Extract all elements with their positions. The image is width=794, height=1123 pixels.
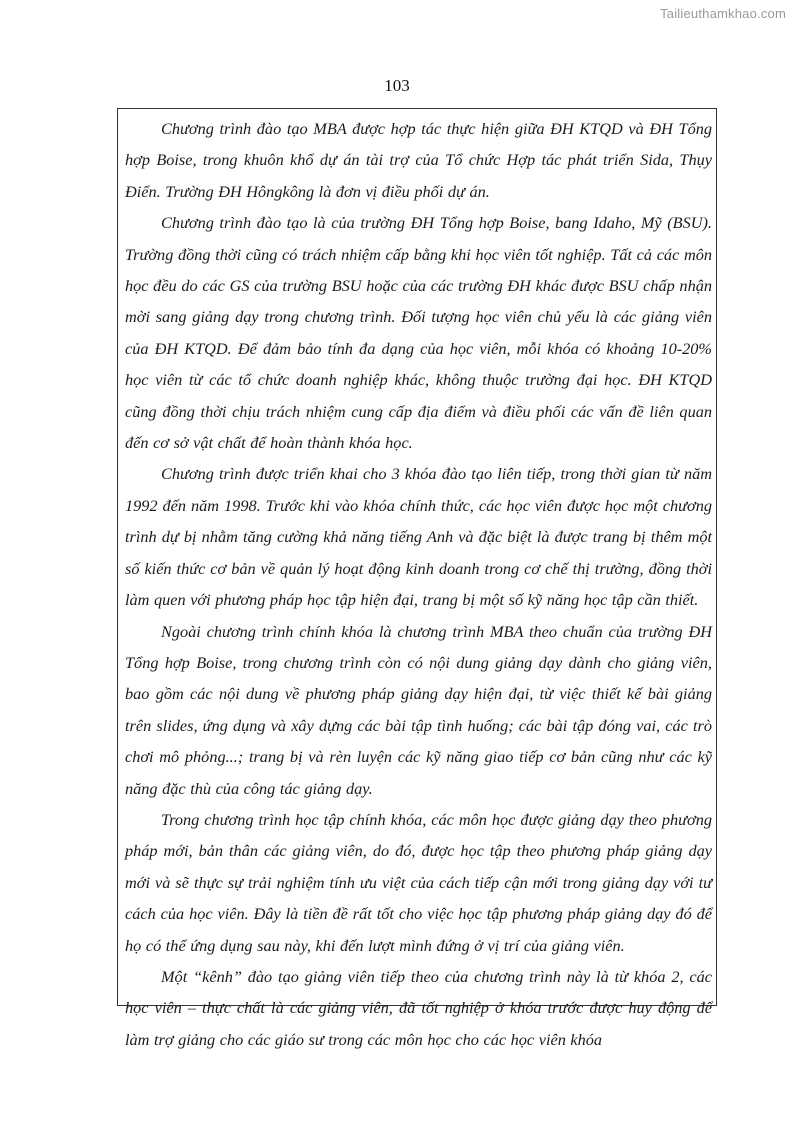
paragraph-3: Chương trình được triển khai cho 3 khóa đào tạo liên tiếp, trong thời gian từ năm 1992 đến năm 1998. Trước khi vào khóa chính thức, các học viên được học một chương trình dự bị nhằm tăng cường khả năng tiếng Anh và đặc biệt là được trang bị thêm một số kiến thức cơ bản về quản lý hoạt động kinh doanh trong cơ chế thị trường, đồng thời làm quen với phương pháp học tập hiện đại, trang bị một số kỹ năng học tập cần thiết. bbox=[125, 464, 712, 610]
text-frame bbox=[117, 108, 717, 1049]
paragraph-4: Ngoài chương trình chính khóa là chương trình MBA theo chuẩn của trường ĐH Tổng hợp Boise, trong chương trình còn có nội dung giảng dạy dành cho giảng viên, bao gồm các nội dung về phương pháp giảng dạy hiện đại, từ việc thiết kế bài giảng trên slides, ứng dụng và xây dựng các bài tập tình huống; các bài tập đóng vai, các trò chơi mô phỏng...; trang bị và rèn luyện các kỹ năng giao tiếp cơ bản cũng như các kỹ năng đặc thù của công tác giảng dạy. bbox=[125, 621, 712, 798]
paragraph-2: Chương trình đào tạo là của trường ĐH Tổng hợp Boise, bang Idaho, Mỹ (BSU). Trường đồng thời cũng có trách nhiệm cấp bằng khi học viên tốt nghiệp. Tất cả các môn học đều do các GS của trường BSU hoặc của các trường ĐH khác được BSU chấp nhận mời sang giảng dạy trong chương trình. Đối tượng học viên chủ yếu là các giảng viên của ĐH KTQD. Để đảm bảo tính đa dạng của học viên, mỗi khóa có khoảng 10-20% học viên từ các tổ chức doanh nghiệp khác, không thuộc trường đại học. ĐH KTQD cũng đồng thời chịu trách nhiệm cung cấp địa điểm và điều phối các vấn đề liên quan đến cơ sở vật chất để hoàn thành khóa học. bbox=[125, 213, 712, 453]
watermark-text: Tailieuthamkhao.com bbox=[660, 6, 786, 21]
page-number: 103 bbox=[384, 76, 410, 95]
paragraph-5: Trong chương trình học tập chính khóa, các môn học được giảng dạy theo phương pháp mới, bản thân các giảng viên, do đó, được học tập theo phương pháp giảng dạy mới và sẽ thực sự trải nghiệm tính ưu việt của cách tiếp cận mới trong giảng dạy với tư cách của học viên. Đây là tiền đề rất tốt cho việc học tập phương pháp giảng dạy đó để họ có thể ứng dụng sau này, khi đến lượt mình đứng ở vị trí của giảng viên. bbox=[125, 809, 712, 955]
paragraph-1: Chương trình đào tạo MBA được hợp tác thực hiện giữa ĐH KTQD và ĐH Tổng hợp Boise, trong khuôn khổ dự án tài trợ của Tổ chức Hợp tác phát triển Sida, Thụy Điển. Trường ĐH Hôngkông là đơn vị điều phối dự án. bbox=[125, 119, 712, 201]
paragraph-6: Một “kênh” đào tạo giảng viên tiếp theo của chương trình này là từ khóa 2, các học viên – thực chất là các giảng viên, đã tốt nghiệp ở khóa trước được huy động để làm trợ giảng cho các giáo sư trong các môn học cho các học viên khóa bbox=[125, 966, 712, 1049]
